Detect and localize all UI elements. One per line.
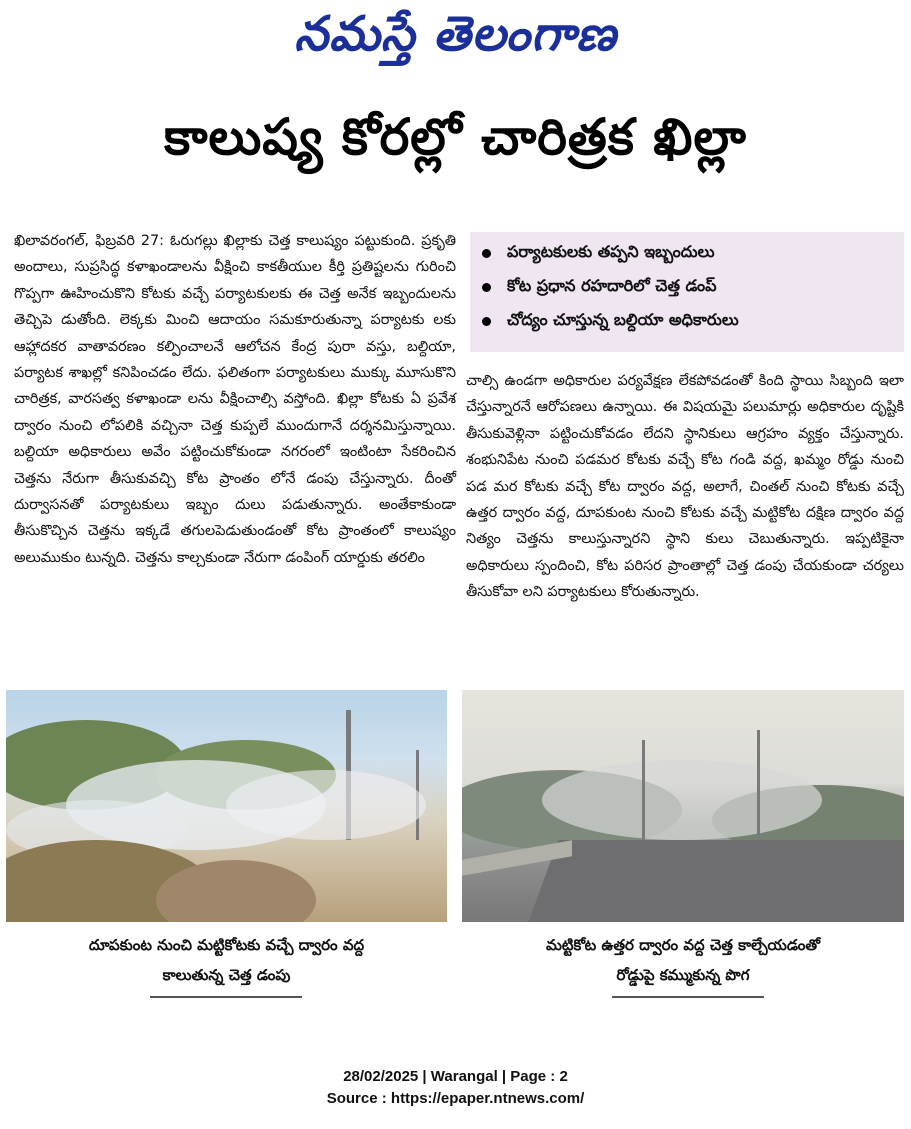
bullet-icon (482, 249, 491, 258)
photo-smoke-on-road (462, 690, 904, 922)
photo-caption-left (6, 930, 447, 990)
highlight-text: పర్యాటకులకు తప్పని ఇబ్బందులు (507, 241, 715, 261)
highlight-item (470, 304, 904, 338)
article-text-right: చాల్సి ఉండగా అధికారుల పర్యవేక్షణ లేకపోవడంతో కింది స్థాయి సిబ్బంది ఇలా చేస్తున్నారనే ఆరోపణలు ఉన్నాయి. ఈ విషయమై పలుమార్లు అధికారుల దృష్టికి తీసుకువెళ్లినా పట్టించుకోవడం లేదని స్థానికులు ఆగ్రహం వ్యక్తం చేస్తున్నారు. శంభునిపేట నుంచి పడమర కోటకు వచ్చే కోట గండి వద్ద, ఖమ్మం రోడ్డు నుంచి పడ మర కోటకు వచ్చే కోట ద్వారం వద్ద, అలాగే, చింతల్ నుంచి కోటకు వచ్చే ఉత్తర ద్వారం వద్ద, దూపకుంట నుంచి కోటకు వచ్చే మట్టికోట దక్షిణ ద్వారం వద్ద నిత్యం చెత్తను కాలుస్తున్నారని స్థాని కులు చెబుతున్నారు. ఇప్పటికైనా అధికారులు స్పందించి, కోట పరిసర ప్రాంతాల్లో చెత్త డంపు చేయకుండా చర్యలు తీసుకోవా లని పర్యాటకులు కోరుతున్నారు. (466, 373, 904, 601)
highlight-text: చోద్యం చూస్తున్న బల్దియా అధికారులు (507, 309, 739, 329)
article-right-column (466, 368, 904, 606)
caption-line: కాలుతున్న చెత్త డంపు (162, 966, 291, 984)
photo-burning-garbage-dump (6, 690, 447, 922)
footer-edition: 28/02/2025 | Warangal | Page : 2 (343, 1068, 568, 1085)
highlight-text: కోట ప్రధాన రహదారిలో చెత్త డంప్ (507, 275, 717, 295)
highlight-item (470, 270, 904, 304)
highlight-item (470, 236, 904, 270)
bullet-icon (482, 283, 491, 292)
highlights-box (470, 232, 904, 352)
article-text-left: ఖిలావరంగల్, ఫిబ్రవరి 27: ఓరుగల్లు ఖిల్లాకు చెత్త కాలుష్యం పట్టుకుంది. ప్రకృతి అందాలు, సుప్రసిద్ధ కళాఖండాలను వీక్షించి కాకతీయుల కీర్తి ప్రతిష్టలను గురించి గొప్పగా ఊహించుకొని కోటకు వచ్చే పర్యాటకులకు ఈ చెత్త అనేక ఇబ్బందులను తెచ్చిపె డుతోంది. లెక్కకు మించి ఆదాయం సమకూరుతున్నా పర్యాటకు లకు ఆహ్లాదకర వాతావరణం కల్పించాలనే ఆలోచన కేంద్ర పురా వస్తు, బల్దియా, పర్యాటక శాఖల్లో కనిపించడం లేదు. ఫలితంగా పర్యాటకులు ముక్కు మూసుకొని చారిత్రక, వారసత్వ కళాఖండా లను వీక్షించాల్సి వస్తోంది. ఖిల్లా కోటకు ఏ ప్రవేశ ద్వారం నుంచి లోపలికి వచ్చినా చెత్త కుప్పలే ముందుగానే దర్శనమిస్తున్నాయి. బల్దియా అధికారులు అవేం పట్టించుకోకుండా నగరంలో ఇంటింటా సేకరించిన చెత్తను నేరుగా తీసుకువచ్చి కోట ప్రాంతం లోనే డంపు చేస్తున్నారు. దీంతో దుర్వాసనతో పర్యాటకులు ఇబ్బం దులు పడుతున్నారు. అంతేకాకుండా తీసుకొచ్చిన చెత్తను ఇక్కడే తగులపెడుతుండంతో కోట ప్రాంతంలో కాలుష్యం అలుముకుం టున్నది. చెత్తను కాల్చకుండా నేరుగా డంపింగ్ యార్డుకు తరలిం (14, 233, 456, 566)
footer-source: Source : https://epaper.ntnews.com/ (326, 1090, 585, 1107)
caption-line: మట్టికోట ఉత్తర ద్వారం వద్ద చెత్త కాల్చేయడంతో (546, 936, 820, 954)
headline: కాలుష్య కోరల్లో చారిత్రక ఖిల్లా (164, 108, 747, 166)
photo-caption-right (462, 930, 904, 990)
caption-underline (612, 996, 764, 998)
article-left-column (14, 228, 456, 571)
bullet-icon (482, 317, 491, 326)
caption-line: రోడ్డుపై కమ్ముకున్న పొగ (616, 966, 750, 984)
caption-underline (150, 996, 302, 998)
masthead-logo: నమస్తే తెలంగాణ (294, 6, 617, 62)
caption-line: దూపకుంట నుంచి మట్టికోటకు వచ్చే ద్వారం వద్ద (88, 936, 365, 954)
